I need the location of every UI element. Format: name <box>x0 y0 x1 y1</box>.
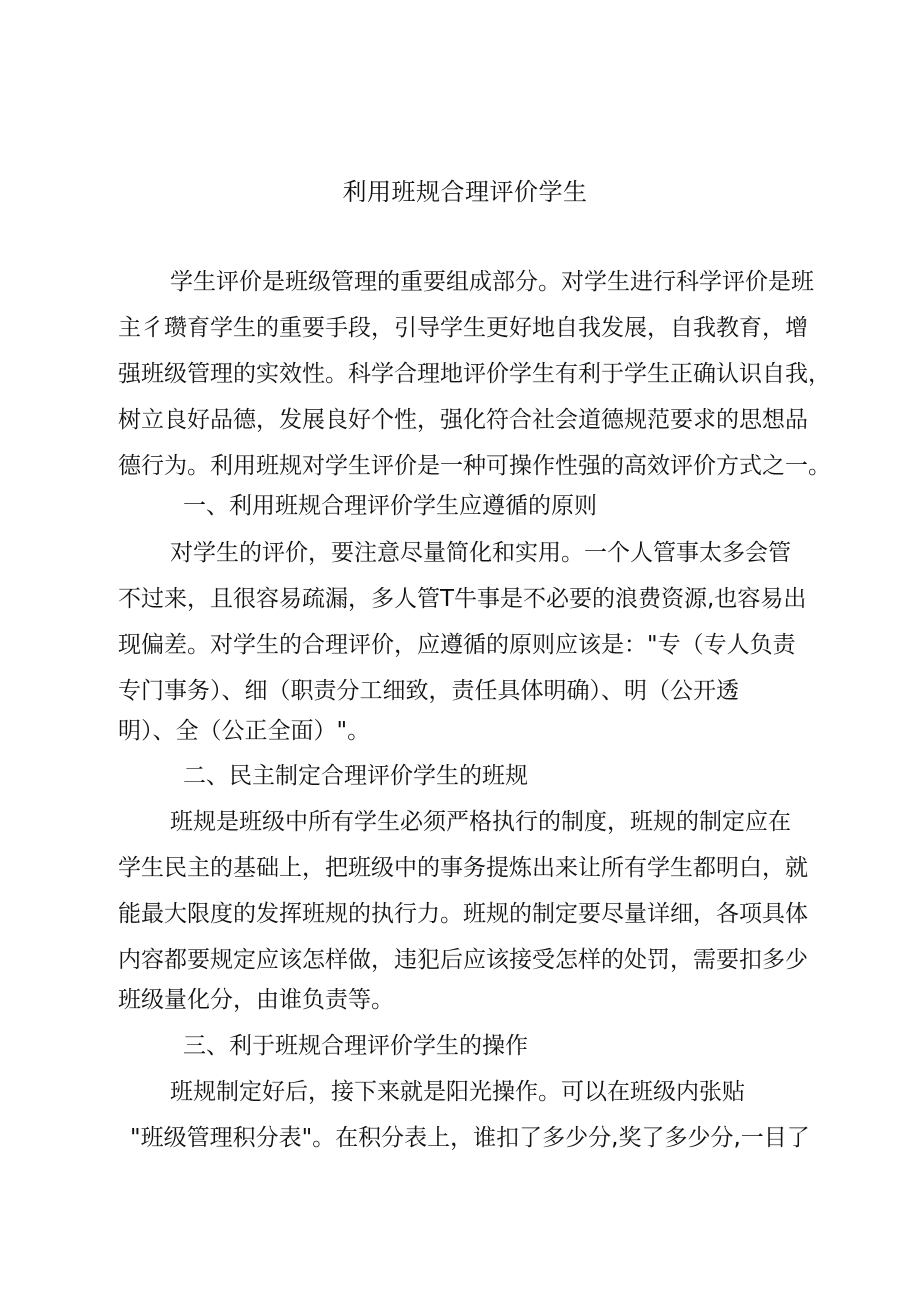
paragraph-line-3: 强班级管理的实效性。科学合理地评价学生有利于学生正确认识自我， <box>118 361 831 387</box>
paragraph-line-14: 内容都要规定应该怎样做，违犯后应该接受怎样的处罚，需要扣多少 <box>118 947 808 973</box>
paragraph-line-1: 学生评价是班级管理的重要组成部分。对学生进行科学评价是班 <box>170 269 814 295</box>
paragraph-line-10: 明）、全（公正全面）"。 <box>118 718 371 744</box>
section-heading-3: 三、利于班规合理评价学生的操作 <box>183 1033 528 1059</box>
paragraph-line-17: "班级管理积分表"。在积分表上，谁扣了多少分,奖了多少分,一目了 <box>130 1125 810 1151</box>
paragraph-line-16: 班规制定好后，接下来就是阳光操作。可以在班级内张贴 <box>170 1079 745 1105</box>
paragraph-line-2: 主彳瓒育学生的重要手段，引导学生更好地自我发展，自我教育，增 <box>118 315 808 341</box>
section-heading-1: 一、利用班规合理评价学生应遵循的原则 <box>183 493 597 519</box>
paragraph-line-11: 班规是班级中所有学生必须严格执行的制度，班规的制定应在 <box>170 809 791 835</box>
paragraph-line-4: 树立良好品德，发展良好个性，强化符合社会道德规范要求的思想品 <box>118 407 808 433</box>
paragraph-line-15: 班级量化分，由谁负责等。 <box>118 987 394 1013</box>
paragraph-line-6: 对学生的评价，要注意尽量简化和实用。一个人管事太多会管 <box>170 540 791 566</box>
paragraph-line-9: 专门事务）、细（职责分工细致，责任具体明确）、明（公开透 <box>118 678 739 704</box>
paragraph-line-8: 现偏差。对学生的合理评价，应遵循的原则应该是："专（专人负责 <box>118 632 796 658</box>
paragraph-line-5: 德行为。利用班规对学生评价是一种可操作性强的高效评价方式之一。 <box>118 453 831 479</box>
paragraph-line-13: 能最大限度的发挥班规的执行力。班规的制定要尽量详细，各项具体 <box>118 901 808 927</box>
section-heading-2: 二、民主制定合理评价学生的班规 <box>183 763 528 789</box>
paragraph-line-12: 学生民主的基础上，把班级中的事务提炼出来让所有学生都明白，就 <box>118 855 808 881</box>
paragraph-line-7: 不过来，且很容易疏漏，多人管T牛事是不必要的浪费资源,也容易出 <box>118 586 807 612</box>
document-title: 利用班规合理评价学生 <box>342 178 588 206</box>
